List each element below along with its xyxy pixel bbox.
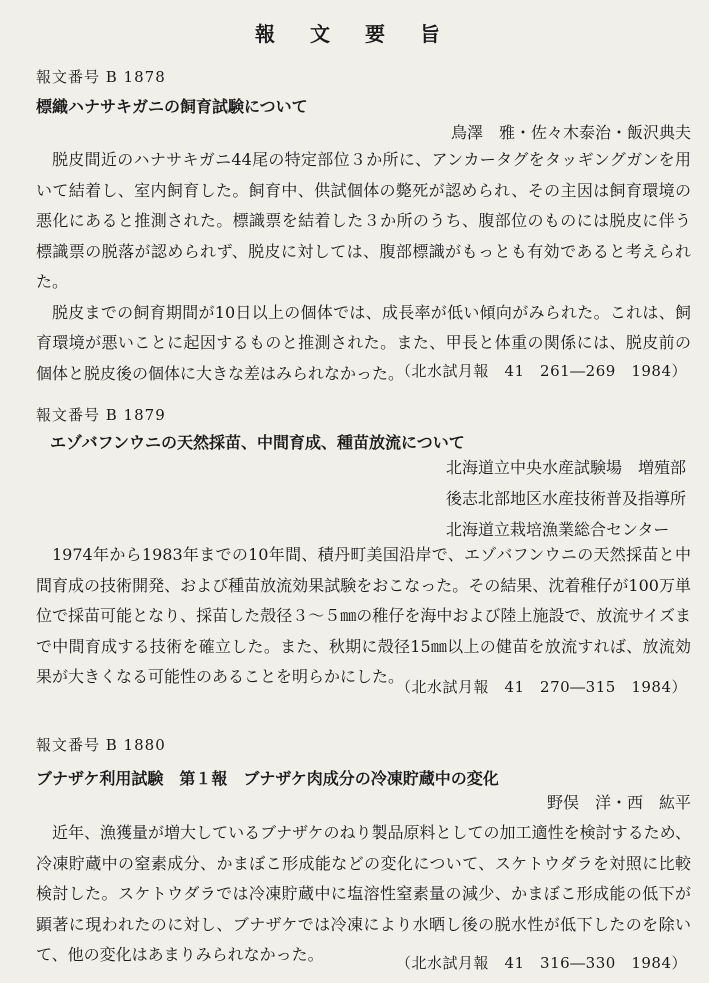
affiliation-line: 後志北部地区水産技術普及指導所 — [446, 489, 687, 508]
entry-abstract — [36, 540, 691, 693]
entry-abstract — [36, 818, 691, 971]
entry-title: エゾバフンウニの天然採苗、中間育成、種苗放流について — [50, 433, 465, 452]
entry-title: ブナザケ利用試験 第１報 ブナザケ肉成分の冷凍貯蔵中の変化 — [36, 769, 499, 788]
abstract-paragraph: 脱皮間近のハナサキガニ44尾の特定部位３か所に、アンカータグをタッギングガンを用いて結着し、室内飼育した。飼育中、供試個体の斃死が認められ、その主因は飼育環境の悪化にあると推測された。標識票を結着した３か所のうち、腹部位のものには脱皮に伴う標識票の脱落が認められず、脱皮に対しては、腹部標識がもっとも有効であると考えられた。 — [36, 150, 691, 291]
entry-number: 報文番号 B 1879 — [36, 406, 166, 424]
page-title: 報 文 要 旨 — [255, 22, 454, 46]
entry-citation: （北水試月報 41 270―315 1984） — [395, 678, 687, 696]
abstract-paragraph: 1974年から1983年までの10年間、積丹町美国沿岸で、エゾバフンウニの天然採苗と中間育成の技術開発、および種苗放流効果試験をおこなった。その結果、沈着稚仔が100万単位で採苗可能となり、採苗した殻径３～５㎜の稚仔を海中および陸上施設で、放流サイズまで中間育成する技術を確立した。また、秋期に殻径15㎜以上の健苗を放流すれば、放流効果が大きくなる可能性のあることを明らかにした。 — [36, 545, 691, 686]
entry-affiliations — [446, 452, 686, 545]
affiliation-line: 北海道立栽培漁業総合センター — [446, 520, 670, 539]
entry-authors: 野俣 洋・西 紘平 — [546, 793, 691, 812]
entry-citation: （北水試月報 41 316―330 1984） — [395, 954, 687, 972]
entry-citation: （北水試月報 41 261―269 1984） — [395, 362, 687, 380]
entry-number: 報文番号 B 1880 — [36, 736, 166, 754]
abstract-paragraph: 近年、漁獲量が増大しているブナザケのねり製品原料としての加工適性を検討するため、冷凍貯蔵中の窒素成分、かまぼこ形成能などの変化について、スケトウダラを対照に比較検討した。スケトウダラでは冷凍貯蔵中に塩溶性窒素量の減少、かまぼこ形成能の低下が顕著に現われたのに対し、ブナザケでは冷凍により水晒し後の脱水性が低下したのを除いて、他の変化はあまりみられなかった。 — [36, 823, 691, 964]
entry-abstract — [36, 145, 691, 389]
entry-number: 報文番号 B 1878 — [36, 68, 166, 86]
entry-authors: 鳥澤 雅・佐々木泰治・飯沢典夫 — [450, 123, 691, 142]
affiliation-line: 北海道立中央水産試験場 増殖部 — [446, 458, 687, 477]
abstract-paragraph: 脱皮までの飼育期間が10日以上の個体では、成長率が低い傾向がみられた。これは、飼育環境が悪いことに起因するものと推測された。また、甲長と体重の関係には、脱皮前の個体と脱皮後の個体に大きな差はみられなかった。 — [36, 302, 691, 383]
entry-title: 標織ハナサキガニの飼育試験について — [36, 97, 308, 116]
